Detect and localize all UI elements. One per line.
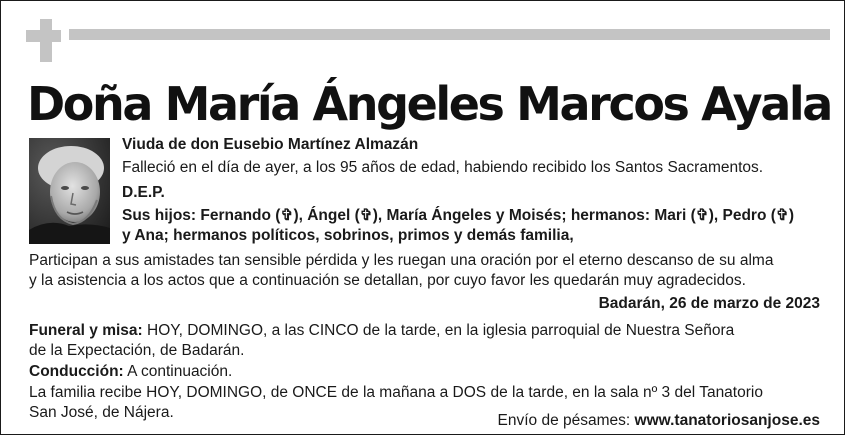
portrait-photo <box>29 138 110 244</box>
header-bar <box>69 29 830 40</box>
funeral-label: Funeral y misa: <box>29 322 143 339</box>
widow-of-line: Viuda de don Eusebio Martínez Almazán <box>122 136 419 153</box>
place-date: Badarán, 26 de marzo de 2023 <box>598 295 820 312</box>
condolences-label: Envío de pésames: <box>497 412 635 429</box>
condolences-line <box>498 411 820 431</box>
deceased-name: Doña María Ángeles Marcos Ayala <box>27 77 831 131</box>
announcement-line-2: y la asistencia a los actos que a continuación se detallan, por cuyo favor les quedarán muy agradecidos. <box>29 272 746 289</box>
dep-label: D.E.P. <box>122 184 165 201</box>
family-receives-line-2: San José, de Nájera. <box>29 404 174 421</box>
conduction-line <box>29 362 232 382</box>
family-receives-line-1: La familia recibe HOY, DOMINGO, de ONCE de la mañana a DOS de la tarde, en la sala nº 3 del Tanatorio <box>29 384 763 401</box>
funeral-text: HOY, DOMINGO, a las CINCO de la tarde, en la iglesia parroquial de Nuestra Señora <box>142 322 735 339</box>
conduction-label: Conducción: <box>29 363 124 380</box>
announcement-line-1: Participan a sus amistades tan sensible pérdida y les ruegan una oración por el eterno descanso de su alma <box>29 252 774 269</box>
death-notice: Falleció en el día de ayer, a los 95 años de edad, habiendo recibido los Santos Sacramentos. <box>122 159 764 176</box>
funeral-line-2: de la Expectación, de Badarán. <box>29 342 245 359</box>
family-line-2: y Ana; hermanos políticos, sobrinos, primos y demás familia, <box>122 227 574 244</box>
family-line-1: Sus hijos: Fernando (✞), Ángel (✞), María Ángeles y Moisés; hermanos: Mari (✞), Pedro (✞) <box>122 207 795 224</box>
funeral-line-1 <box>29 321 734 341</box>
conduction-text: A continuación. <box>123 363 233 380</box>
condolences-website-link[interactable]: www.tanatoriosanjose.es <box>634 412 820 429</box>
